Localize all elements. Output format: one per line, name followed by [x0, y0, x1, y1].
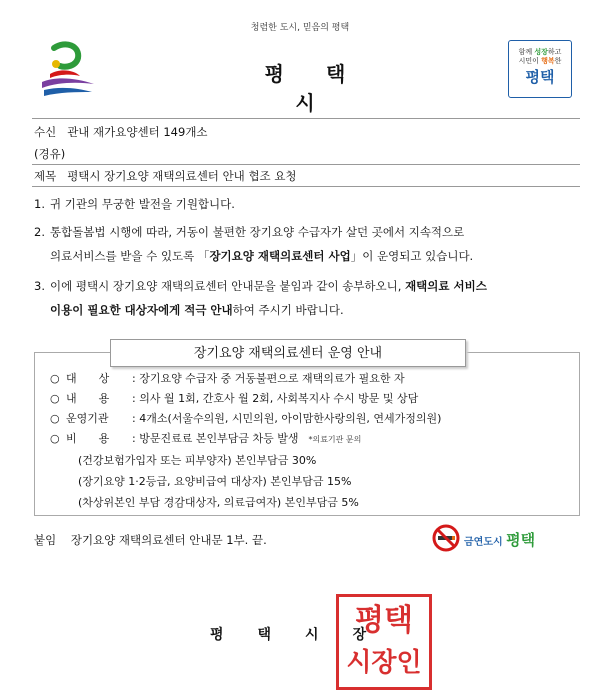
slogan-line1-pre: 함께: [518, 48, 535, 56]
attachment-label: 붙임: [34, 533, 57, 547]
motto: 청렴한 도시, 믿음의 평택: [250, 23, 350, 33]
guide-item-value: : 의사 월 1회, 간호사 월 2회, 사회복지사 수시 방문 및 상담: [132, 392, 419, 405]
paragraph-3: [34, 274, 594, 322]
campaign-text: [464, 529, 535, 550]
paragraph-number: 1.: [34, 197, 45, 211]
seal-line: 시장인: [346, 648, 422, 678]
no-smoking-icon: [432, 524, 460, 552]
guide-item-value: : 장기요양 수급자 중 거동불편으로 재택의료가 필요한 자: [132, 372, 405, 385]
subject-label: 제목: [34, 169, 57, 183]
slogan-line2-highlight: 행복: [541, 57, 555, 65]
subject-value: 평택시 장기요양 재택의료센터 안내 협조 요청: [67, 169, 297, 183]
guide-item: [50, 390, 418, 406]
guide-item: [50, 430, 361, 446]
guide-item: [50, 410, 441, 426]
divider: [32, 164, 580, 165]
cost-row: (차상위본인 부담 경감대상자, 의료급여자) 본인부담금 5%: [78, 496, 359, 509]
seal-line: 평택: [355, 603, 413, 638]
bullet: ○: [50, 392, 60, 405]
guide-item-note: *의료기관 문의: [308, 435, 362, 444]
paragraph-line-post: 」이 운영되고 있습니다.: [350, 249, 474, 263]
org-title: 평택시: [264, 62, 388, 115]
guide-item-label: 비 용: [66, 432, 110, 445]
bullet: ○: [50, 372, 60, 385]
sender-title: 평택시장: [210, 627, 401, 643]
guide-item-label: 운영기관: [66, 412, 109, 425]
paragraph-emphasis: 이용이 필요한 대상자에게 적극 안내: [50, 303, 233, 317]
campaign-brand: 평택: [506, 531, 536, 549]
paragraph-line: 통합돌봄법 시행에 따라, 거동이 불편한 장기요양 수급자가 살던 곳에서 지속적으로: [50, 225, 465, 239]
bullet: ○: [50, 432, 60, 445]
paragraph-line-pre: 이에 평택시 장기요양 재택의료센터 안내문을 붙임과 같이 송부하오니,: [50, 279, 406, 293]
city-logo-icon: [36, 38, 100, 102]
attachment-row: [34, 532, 267, 548]
official-seal: [336, 594, 432, 690]
paragraph-line-pre: 의료서비스를 받을 수 있도록 「: [50, 249, 210, 263]
guide-item-value: : 방문진료료 본인부담금 차등 발생: [132, 432, 299, 445]
cost-row: (장기요양 1·2등급, 요양비급여 대상자) 본인부담금 15%: [78, 475, 352, 488]
no-smoking-campaign: [432, 522, 574, 554]
paragraph-text: 귀 기관의 무궁한 발전을 기원합니다.: [50, 197, 235, 211]
slogan-line2-post: 한: [554, 57, 562, 65]
bullet: ○: [50, 412, 60, 425]
city-slogan-logo: [508, 40, 572, 98]
recipient-row: [34, 124, 208, 140]
slogan-brand: 평택: [525, 68, 555, 86]
via-row: (경유): [34, 147, 66, 161]
paragraph-emphasis: 장기요양 재택의료센터 사업: [209, 249, 351, 263]
subject-row: [34, 168, 297, 184]
paragraph-number: 2.: [34, 225, 45, 239]
paragraph-line-post: 하여 주시기 바랍니다.: [232, 303, 344, 317]
divider: [32, 118, 580, 119]
slogan-line1-post: 하고: [547, 48, 562, 56]
guide-item-label: 대 상: [66, 372, 110, 385]
paragraph-1: [34, 192, 235, 216]
recipient-value: 관내 재가요양센터 149개소: [67, 125, 208, 139]
recipient-label: 수신: [34, 125, 57, 139]
guide-item-label: 내 용: [66, 392, 110, 405]
slogan-line2-pre: 시민이: [518, 57, 542, 65]
attachment-text: 장기요양 재택의료센터 안내문 1부. 끝.: [70, 533, 267, 547]
cost-row: (건강보험가입자 또는 피부양자) 본인부담금 30%: [78, 454, 317, 467]
paragraph-number: 3.: [34, 279, 45, 293]
guide-item-value: : 4개소(서울수의원, 시민의원, 아이맘한사랑의원, 연세가정의원): [132, 412, 442, 425]
guide-title: 장기요양 재택의료센터 운영 안내: [110, 339, 466, 367]
campaign-label: 금연도시: [464, 537, 503, 548]
paragraph-2: [34, 220, 580, 268]
paragraph-emphasis: 재택의료 서비스: [405, 279, 487, 293]
slogan-line1-highlight: 성장: [534, 48, 548, 56]
guide-item: [50, 370, 405, 386]
divider: [32, 186, 580, 187]
